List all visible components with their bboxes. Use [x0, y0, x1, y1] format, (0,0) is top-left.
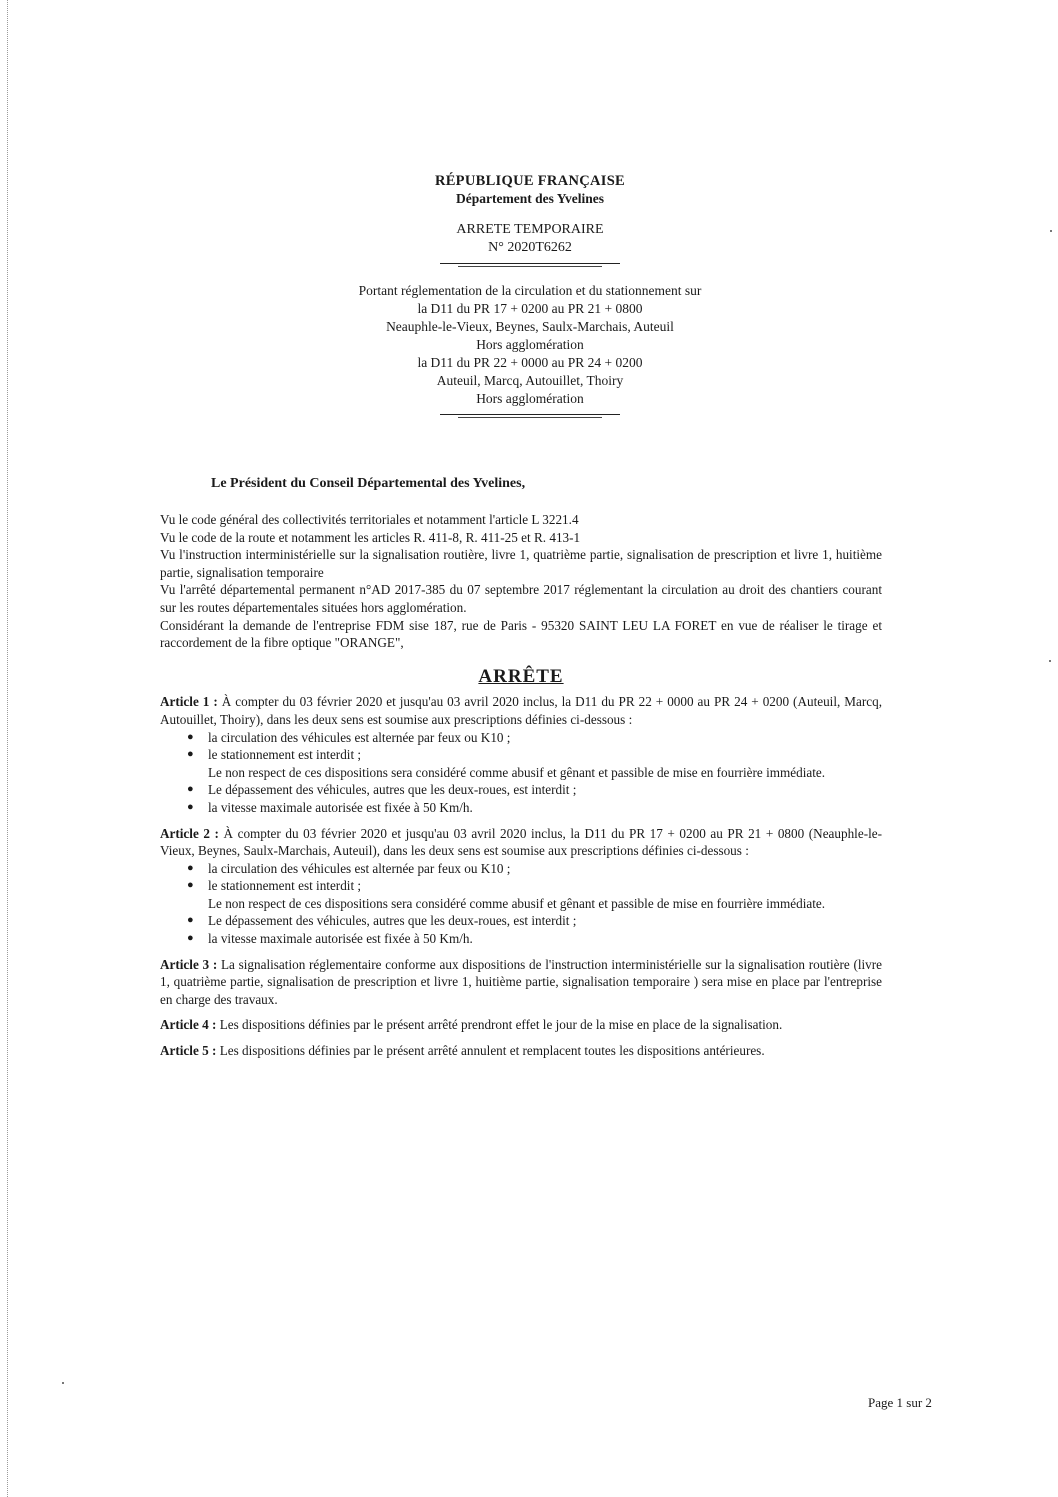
consideration-paragraph: Vu le code de la route et notamment les articles R. 411-8, R. 411-25 et R. 413-1 [160, 529, 581, 545]
prescription-item [187, 781, 882, 799]
document-type: ARRETE TEMPORAIRE [456, 222, 604, 237]
article-label: Article 5 : [160, 1043, 217, 1059]
article-text: La signalisation réglementaire conforme aux dispositions de l'instruction interministérielle sur la signalisation routière (livre 1, quatrième partie, signalisation de prescription et livre 1, huitième partie, signalisation temporaire ) sera mise en place par l'entreprise en charge des travaux. [160, 956, 882, 1007]
prescription-text: Le dépassement des véhicules, autres que les deux-roues, est interdit ; [208, 782, 577, 798]
prescription-item [187, 912, 882, 930]
prescription-text: Le dépassement des véhicules, autres que les deux-roues, est interdit ; [208, 913, 577, 929]
article-label: Article 4 : [160, 1017, 217, 1033]
bullet-icon: ● [187, 748, 194, 761]
article-5 [160, 1042, 882, 1060]
department-name: Département des Yvelines [456, 191, 604, 206]
consideration-paragraph: Considérant la demande de l'entreprise FDM sise 187, rue de Paris - 95320 SAINT LEU LA FORET en vue de réaliser le tirage et raccordement de la fibre optique "ORANGE", [160, 617, 882, 651]
prescription-item [187, 930, 882, 948]
article-2 [160, 825, 882, 860]
document-number: N° 2020T6262 [488, 240, 572, 255]
bullet-icon: ● [187, 932, 194, 945]
prescription-item [187, 746, 882, 781]
considerations-list [160, 511, 882, 652]
scan-edge-artifact [7, 0, 8, 1497]
subject-line: Hors agglomération [476, 391, 584, 406]
prescription-text: le stationnement est interdit ; [208, 878, 362, 894]
prescription-item [187, 799, 882, 817]
bullet-icon: ● [187, 730, 194, 743]
prescription-list [160, 729, 882, 817]
article-label: Article 2 : [160, 825, 219, 841]
prescription-text: la circulation des véhicules est alternée par feux ou K10 ; [208, 860, 511, 876]
bullet-icon: ● [187, 861, 194, 874]
article-text: Les dispositions définies par le présent arrêté annulent et remplacent toutes les dispositions antérieures. [219, 1043, 765, 1059]
header-divider [440, 263, 620, 264]
article-1 [160, 693, 882, 728]
page-number: Page 1 sur 2 [868, 1395, 932, 1410]
consideration-paragraph: Vu le code général des collectivités territoriales et notamment l'article L 3221.4 [160, 512, 579, 527]
subject-divider [440, 414, 620, 415]
subject-block [300, 282, 760, 408]
article-text: Les dispositions définies par le présent arrêté prendront effet le jour de la mise en place de la signalisation. [219, 1017, 783, 1033]
consideration-paragraph: Vu l'arrêté départemental permanent n°AD 2017-385 du 07 septembre 2017 réglementant la circulation au droit des chantiers courant sur les routes départementales situées hors agglomération. [160, 582, 882, 615]
issuing-authority: Le Président du Conseil Départemental des Yvelines, [211, 476, 526, 491]
subject-line: la D11 du PR 22 + 0000 au PR 24 + 0200 [417, 355, 643, 370]
subject-line: la D11 du PR 17 + 0200 au PR 21 + 0800 [417, 301, 643, 316]
subject-line: Hors agglomération [476, 337, 584, 352]
arrete-identification [300, 221, 760, 257]
consideration-paragraph: Vu l'instruction interministérielle sur la signalisation routière, livre 1, quatrième partie, signalisation de prescription et livre 1, huitième partie, signalisation temporaire [160, 547, 882, 580]
bullet-icon: ● [187, 914, 194, 927]
bullet-icon: ● [187, 783, 194, 796]
scan-speck [1049, 660, 1051, 662]
article-3 [160, 956, 882, 1009]
scan-speck [62, 1382, 64, 1384]
article-label: Article 1 : [160, 694, 218, 710]
prescription-text: la vitesse maximale autorisée est fixée à 50 Km/h. [208, 799, 473, 815]
prescription-item [187, 860, 882, 878]
subject-line: Auteuil, Marcq, Autouillet, Thoiry [436, 373, 624, 388]
document-body [160, 511, 882, 1060]
prescription-item [187, 729, 882, 747]
scan-speck [1050, 230, 1052, 232]
prescription-note: Le non respect de ces dispositions sera considéré comme abusif et gênant et passible de mise en fourrière immédiate. [208, 895, 826, 911]
subject-line: Neauphle-le-Vieux, Beynes, Saulx-Marchais, Auteuil [386, 319, 674, 334]
bullet-icon: ● [187, 800, 194, 813]
bullet-icon: ● [187, 879, 194, 892]
document-header [300, 172, 760, 415]
prescription-list [160, 860, 882, 948]
article-text: À compter du 03 février 2020 et jusqu'au 03 avril 2020 inclus, la D11 du PR 22 + 0000 au PR 24 + 0200 (Auteuil, Marcq, Autouillet, Thoiry), dans les deux sens est soumise aux prescriptions définies ci-dessous : [160, 694, 883, 727]
prescription-text: la circulation des véhicules est alternée par feux ou K10 ; [208, 729, 511, 745]
decision-title: ARRÊTE [478, 665, 564, 687]
prescription-text: le stationnement est interdit ; [208, 747, 362, 763]
article-text: À compter du 03 février 2020 et jusqu'au 03 avril 2020 inclus, la D11 du PR 17 + 0200 au PR 21 + 0800 (Neauphle-le-Vieux, Beynes, Saulx-Marchais, Auteuil), dans les deux sens est soumise aux prescriptions définies ci-dessous : [160, 825, 882, 859]
prescription-item [187, 877, 882, 912]
country-title: RÉPUBLIQUE FRANÇAISE [434, 173, 626, 189]
articles-list [160, 693, 882, 1059]
prescription-text: la vitesse maximale autorisée est fixée à 50 Km/h. [208, 931, 473, 947]
article-4 [160, 1016, 882, 1034]
article-label: Article 3 : [160, 956, 218, 972]
subject-line: Portant réglementation de la circulation et du stationnement sur [358, 283, 702, 298]
prescription-note: Le non respect de ces dispositions sera considéré comme abusif et gênant et passible de mise en fourrière immédiate. [208, 764, 826, 780]
